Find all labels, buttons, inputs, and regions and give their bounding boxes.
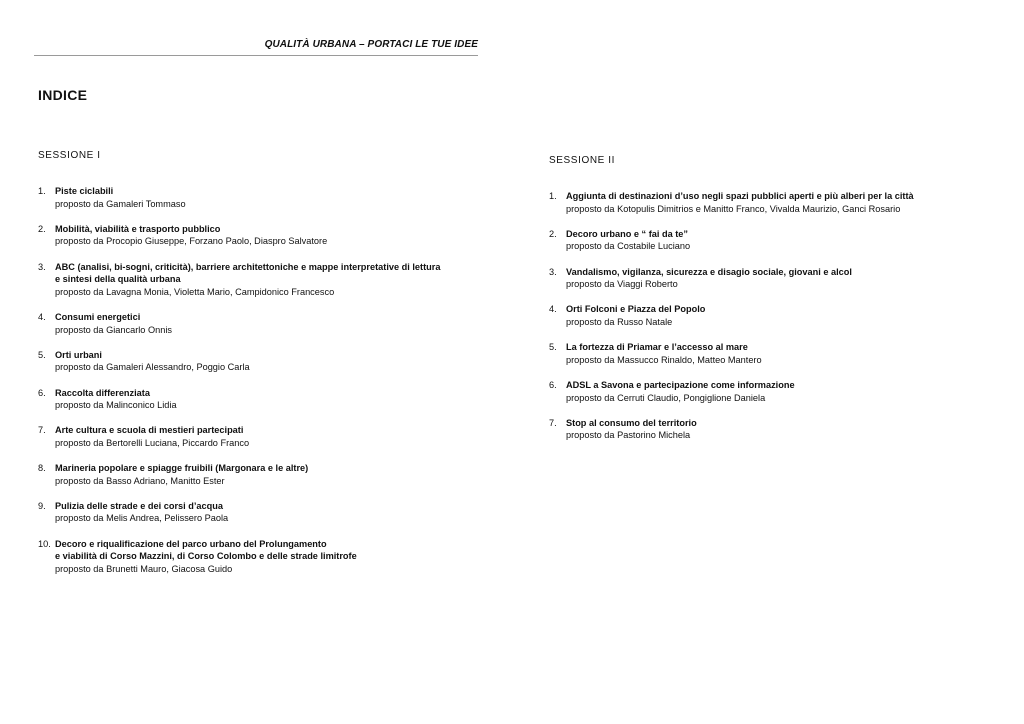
list-item [38,500,508,525]
item-author: proposto da Procopio Giuseppe, Forzano Paolo, Diaspro Salvatore [55,236,328,247]
item-title: Pulizia delle strade e dei corsi d’acqua [55,500,223,511]
item-author: proposto da Gamaleri Tommaso [55,198,186,209]
list-item [38,538,508,576]
item-author: proposto da Brunetti Mauro, Giacosa Guido [55,563,233,574]
item-title: Piste ciclabili [55,186,114,196]
item-number: 7. [549,417,557,428]
list-item [549,303,989,328]
item-title: Aggiunta di destinazioni d’uso negli spazi pubblici aperti e più alberi per la città [566,191,914,201]
item-title: Decoro urbano e “ fai da te” [566,228,689,239]
item-author: proposto da Basso Adriano, Manitto Ester [55,475,225,486]
item-number: 3. [38,261,46,272]
item-author: proposto da Russo Natale [566,316,673,327]
item-number: 6. [38,387,46,398]
item-author: proposto da Viaggi Roberto [566,279,678,290]
list-item [549,266,989,291]
session-1 [38,150,508,588]
item-author: proposto da Kotopulis Dimitrios e Manitto Franco, Vivalda Maurizio, Ganci Rosario [566,203,901,214]
item-title: ADSL a Savona e partecipazione come informazione [566,379,795,390]
page-header [34,37,478,56]
item-author: proposto da Melis Andrea, Pelissero Paola [55,513,229,524]
list-item [38,387,508,412]
item-author: proposto da Gamaleri Alessandro, Poggio Carla [55,362,250,373]
list-item [38,349,508,374]
session-2-list [549,190,989,442]
item-title: Stop al consumo del territorio [566,417,697,428]
list-item [38,424,508,449]
list-item [38,311,508,336]
list-item [38,462,508,487]
item-author: proposto da Pastorino Michela [566,430,691,441]
item-title: Orti Folconi e Piazza del Popolo [566,304,706,315]
item-title: Raccolta differenziata [55,387,150,398]
item-number: 4. [549,304,557,315]
item-title: La fortezza di Priamar e l’accesso al mare [566,342,748,353]
item-number: 8. [38,463,46,474]
item-author: proposto da Malinconico Lidia [55,400,177,411]
list-item [549,228,989,253]
item-author: proposto da Bertorelli Luciana, Piccardo Franco [55,437,250,448]
item-title: Marineria popolare e spiagge fruibili (Margonara e le altre) [55,463,309,474]
session-1-list [38,185,508,575]
item-title: Vandalismo, vigilanza, sicurezza e disagio sociale, giovani e alcol [566,266,852,277]
item-title: Orti urbani [55,349,102,360]
item-number: 4. [38,311,46,322]
list-item [38,261,508,299]
session-title: SESSIONE I [38,150,101,161]
item-author: proposto da Cerruti Claudio, Pongiglione Daniela [566,392,766,403]
list-item [549,379,989,404]
session-title: SESSIONE II [549,155,616,166]
item-author: proposto da Giancarlo Onnis [55,324,172,335]
item-number: 6. [549,379,557,390]
header-title: QUALITÀ URBANA – PORTACI LE TUE IDEE [264,39,478,50]
item-number: 5. [38,349,46,360]
list-item [549,417,989,442]
session-2 [549,155,989,454]
item-title: Arte cultura e scuola di mestieri partecipati [55,425,244,436]
list-item [38,223,508,248]
list-item [549,190,989,215]
item-number: 2. [549,228,557,239]
item-author: proposto da Costabile Luciano [566,241,691,252]
item-number: 7. [38,425,46,436]
item-number: 1. [549,191,557,201]
item-title: ABC (analisi, bi-sogni, criticità), barriere architettoniche e mappe interpretative di lettura e sintesi della qualità urbana [55,261,441,285]
item-number: 5. [549,342,557,353]
list-item [549,341,989,366]
item-number: 10. [38,538,51,549]
page-title: INDICE [38,87,88,103]
item-author: proposto da Lavagna Monia, Violetta Mario, Campidonico Francesco [55,286,335,297]
item-number: 2. [38,223,46,234]
item-author: proposto da Massucco Rinaldo, Matteo Mantero [566,354,762,365]
item-title: Consumi energetici [55,311,141,322]
item-number: 3. [549,266,557,277]
list-item [38,185,508,210]
item-number: 1. [38,186,46,196]
item-number: 9. [38,500,46,511]
item-title: Mobilità, viabilità e trasporto pubblico [55,223,221,234]
item-title: Decoro e riqualificazione del parco urbano del Prolungamento e viabilità di Corso Mazzini, di Corso Colombo e delle strade limitrofe [55,538,357,562]
